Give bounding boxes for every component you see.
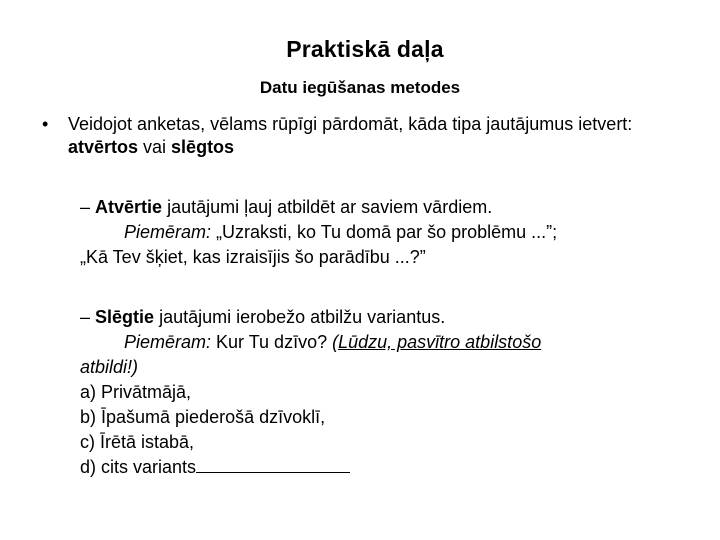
open-questions-term: Atvērtie <box>95 197 163 217</box>
closed-questions-line <box>80 305 680 330</box>
option-a: a) Privātmājā, <box>80 382 192 402</box>
intro-text-2: vai <box>138 137 172 157</box>
closed-instruction-line-2 <box>80 355 680 380</box>
open-example-line-1 <box>80 220 680 245</box>
closed-example-label: Piemēram: <box>124 332 212 352</box>
open-example-label: Piemēram: <box>124 222 212 242</box>
dash-icon: – <box>80 197 91 217</box>
closed-example-question: Kur Tu dzīvo? <box>211 332 333 352</box>
closed-questions-term: Slēgtie <box>95 307 155 327</box>
intro-text-1: Veidojot anketas, vēlams rūpīgi pārdomāt, kāda tipa jautājumus ietvert: <box>68 114 633 134</box>
open-questions-line <box>80 195 680 220</box>
slide-title: Praktiskā daļa <box>286 36 444 62</box>
slide-subtitle: Datu iegūšanas metodes <box>259 78 461 97</box>
option-b: b) Īpašumā piederošā dzīvoklī, <box>80 407 326 427</box>
closed-instruction-open: ( <box>332 332 339 352</box>
intro-bullet <box>68 113 688 159</box>
closed-questions-block <box>80 305 680 480</box>
option-d-line <box>80 455 680 480</box>
dash-icon: – <box>80 307 91 327</box>
closed-example-line <box>80 330 680 355</box>
intro-closed-term: slēgtos <box>171 137 235 157</box>
intro-open-term: atvērtos <box>68 137 139 157</box>
open-example-line-2: „Kā Tev šķiet, kas izraisījis šo parādību ...?” <box>80 247 426 267</box>
open-questions-text: jautājumi ļauj atbildēt ar saviem vārdiem. <box>162 197 493 217</box>
answer-blank-line <box>196 456 350 473</box>
option-c: c) Īrētā istabā, <box>80 432 195 452</box>
open-example-1: „Uzraksti, ko Tu domā par šo problēmu ...”; <box>211 222 558 242</box>
closed-questions-text: jautājumi ierobežo atbilžu variantus. <box>154 307 446 327</box>
closed-instruction-end: atbildi!) <box>80 357 139 377</box>
option-d: d) cits variants <box>80 457 197 477</box>
open-questions-block <box>80 195 680 270</box>
bullet-icon: • <box>42 114 49 134</box>
closed-instruction-underlined: Lūdzu, pasvītro atbilstošo <box>338 332 542 352</box>
